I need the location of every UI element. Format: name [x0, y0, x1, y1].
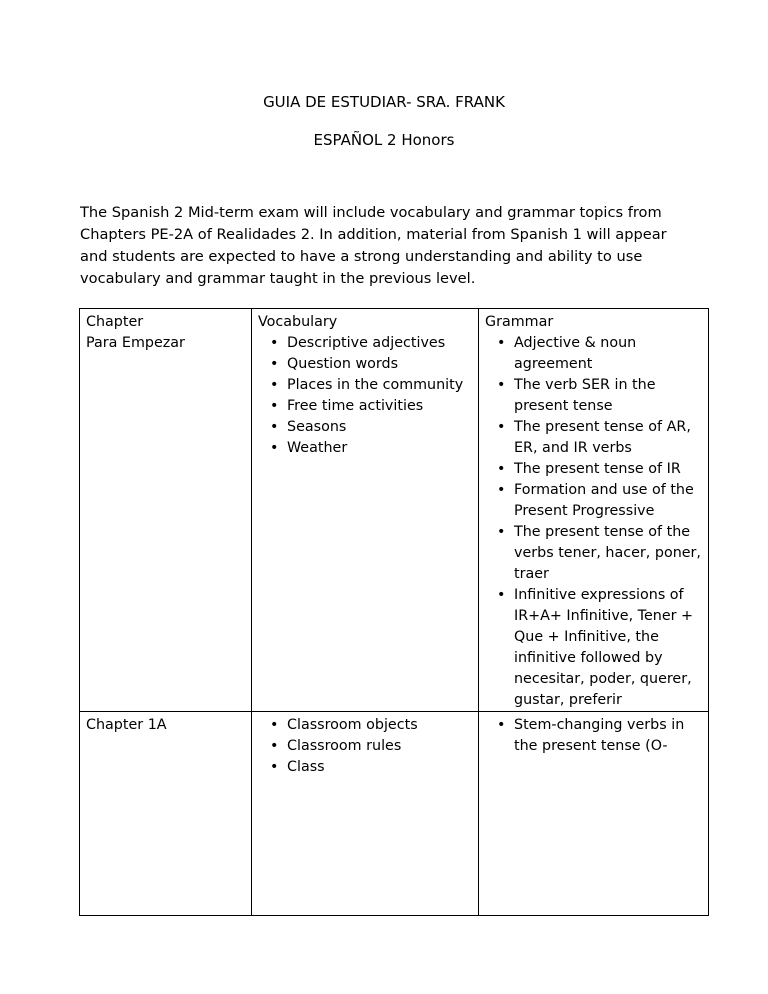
intro-paragraph	[80, 202, 690, 290]
grammar-item: • Adjective & noun agreement	[514, 333, 702, 375]
intro-line: Chapters PE-2A of Realidades 2. In addition, material from Spanish 1 will appear	[80, 226, 667, 243]
vocabulary-header: Vocabulary	[258, 314, 338, 330]
intro-line: and students are expected to have a strong understanding and ability to use	[80, 248, 643, 265]
vocabulary-item: • Seasons	[287, 417, 472, 438]
chapter-name: Chapter 1A	[86, 717, 167, 733]
grammar-item: • Stem-changing verbs in the present tense (O-	[514, 715, 702, 757]
chapter-name: Para Empezar	[86, 335, 185, 351]
document-subtitle: ESPAÑOL 2 Honors	[313, 131, 455, 149]
vocabulary-item: • Classroom objects	[287, 715, 472, 736]
vocabulary-item: • Question words	[287, 354, 472, 375]
intro-line: vocabulary and grammar taught in the previous level.	[80, 270, 476, 287]
table-row	[80, 712, 709, 916]
grammar-cell	[479, 712, 709, 916]
vocabulary-item: • Free time activities	[287, 396, 472, 417]
grammar-list	[485, 333, 702, 711]
vocabulary-list	[258, 715, 472, 778]
grammar-item: • The verb SER in the present tense	[514, 375, 702, 417]
chapter-cell	[80, 309, 252, 712]
vocabulary-item: • Places in the community	[287, 375, 472, 396]
grammar-item: • The present tense of AR, ER, and IR verbs	[514, 417, 702, 459]
vocabulary-item: • Classroom rules	[287, 736, 472, 757]
grammar-item: • Infinitive expressions of IR+A+ Infinitive, Tener + Que + Infinitive, the infinitive followed by necesitar, poder, querer, gustar, preferir	[514, 585, 702, 711]
grammar-item: • Formation and use of the Present Progressive	[514, 480, 702, 522]
intro-line: The Spanish 2 Mid-term exam will include vocabulary and grammar topics from	[80, 204, 662, 221]
grammar-item: • The present tense of IR	[514, 459, 702, 480]
grammar-cell	[479, 309, 709, 712]
chapter-header: Chapter	[86, 314, 144, 330]
vocabulary-cell	[252, 712, 479, 916]
grammar-list	[485, 715, 702, 757]
table-row	[80, 309, 709, 712]
document-title: GUIA DE ESTUDIAR- SRA. FRANK	[263, 93, 505, 111]
chapter-cell	[80, 712, 252, 916]
vocabulary-cell	[252, 309, 479, 712]
grammar-header: Grammar	[485, 314, 554, 330]
vocabulary-item: • Class	[287, 757, 472, 778]
study-guide-table	[79, 308, 709, 916]
vocabulary-item: • Descriptive adjectives	[287, 333, 472, 354]
vocabulary-list	[258, 333, 472, 459]
vocabulary-item: • Weather	[287, 438, 472, 459]
grammar-item: • The present tense of the verbs tener, hacer, poner, traer	[514, 522, 702, 585]
